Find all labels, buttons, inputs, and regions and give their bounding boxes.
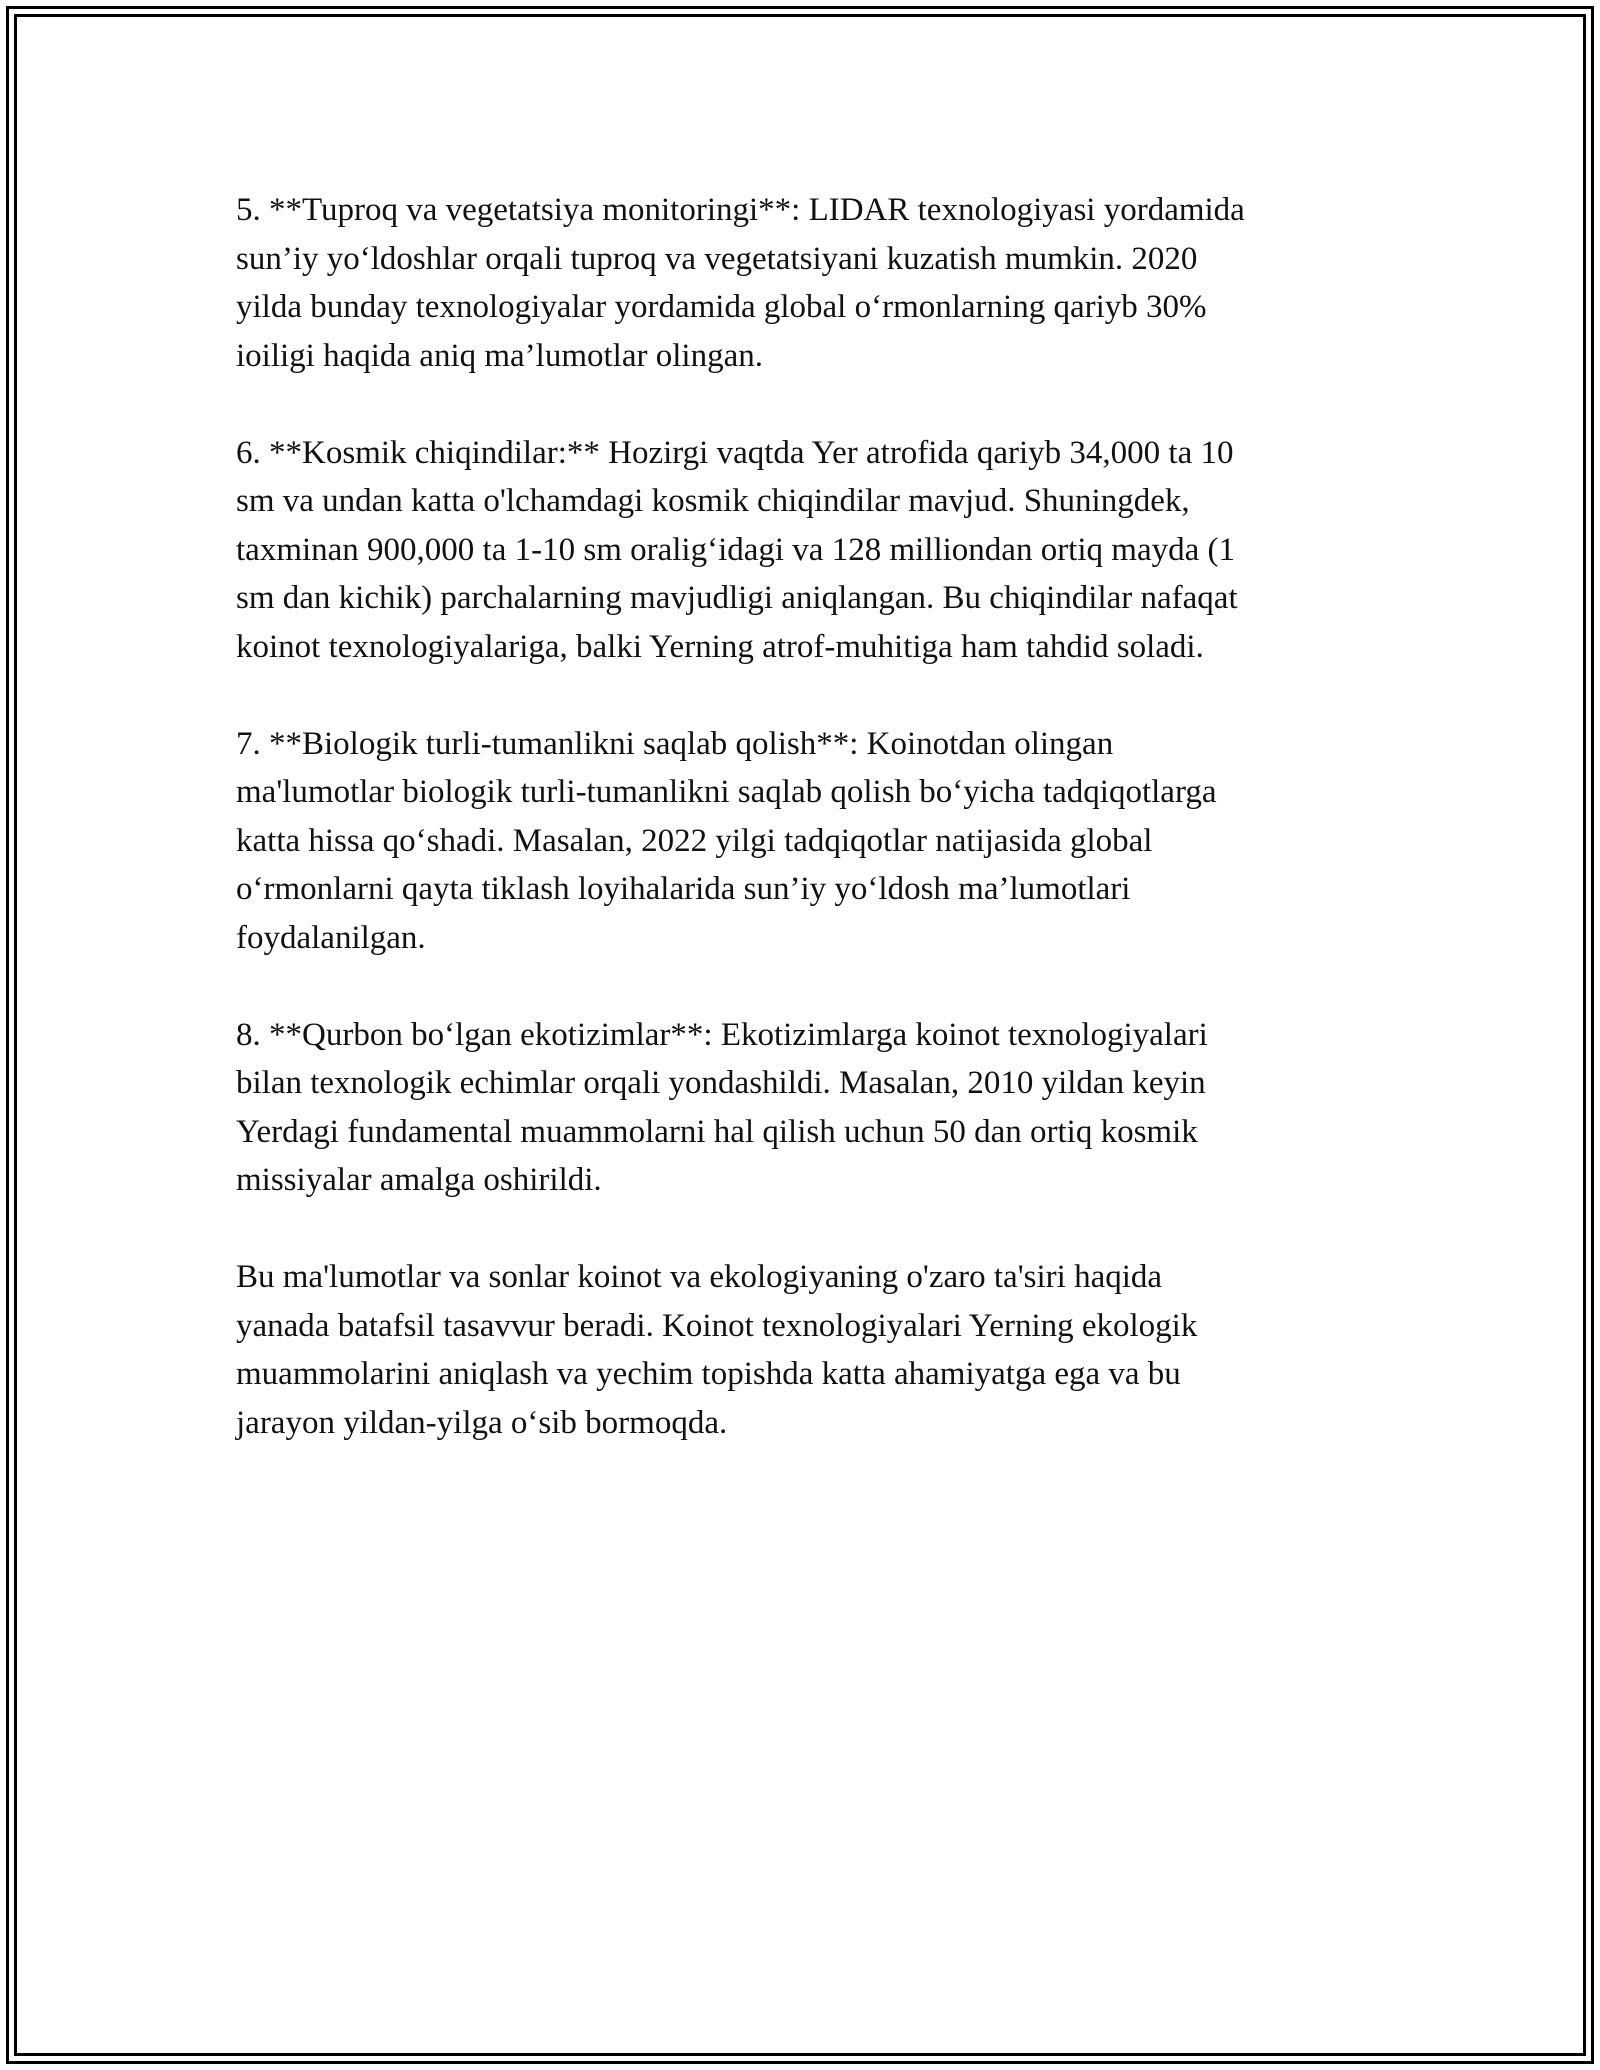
text-line: o‘rmonlarni qayta tiklash loyihalarida sun’iy yo‘ldosh ma’lumotlari xyxy=(236,871,1131,907)
paragraph-soil-vegetation xyxy=(236,186,1376,380)
paragraph-conclusion xyxy=(236,1253,1376,1447)
text-line: 7. **Biologik turli-tumanlikni saqlab qolish**: Koinotdan olingan xyxy=(236,725,1114,762)
text-line: sm va undan katta o'lchamdagi kosmik chiqindilar mavjud. Shuningdek, xyxy=(236,483,1190,519)
paragraph-ecosystems xyxy=(236,1011,1376,1205)
paragraph-space-debris xyxy=(236,429,1376,672)
text-line: bilan texnologik echimlar orqali yondashildi. Masalan, 2010 yildan keyin xyxy=(236,1065,1206,1101)
text-line: yanada batafsil tasavvur beradi. Koinot texnologiyalari Yerning ekologik xyxy=(236,1307,1198,1344)
text-line: 8. **Qurbon bo‘lgan ekotizimlar**: Ekotizimlarga koinot texnologiyalari xyxy=(236,1016,1208,1053)
text-line: foydalanilgan. xyxy=(236,919,426,956)
text-line: muammolarini aniqlash va yechim topishda katta ahamiyatga ega va bu xyxy=(236,1356,1181,1392)
text-line: ma'lumotlar biologik turli-tumanlikni saqlab qolish bo‘yicha tadqiqotlarga xyxy=(236,774,1217,810)
text-line: katta hissa qo‘shadi. Masalan, 2022 yilgi tadqiqotlar natijasida global xyxy=(236,822,1153,859)
document-body xyxy=(236,186,1376,1496)
text-line: ioiligi haqida aniq ma’lumotlar olingan. xyxy=(236,337,763,374)
text-line: 5. **Tuproq va vegetatsiya monitoringi**: LIDAR texnologiyasi yordamida xyxy=(236,192,1245,228)
text-line: missiyalar amalga oshirildi. xyxy=(236,1162,602,1198)
text-line: 6. **Kosmik chiqindilar:** Hozirgi vaqtda Yer atrofida qariyb 34,000 ta 10 xyxy=(236,434,1234,471)
text-line: jarayon yildan-yilga o‘sib bormoqda. xyxy=(236,1404,728,1441)
text-line: Yerdagi fundamental muammolarni hal qilish uchun 50 dan ortiq kosmik xyxy=(236,1113,1198,1150)
text-line: sun’iy yo‘ldoshlar orqali tuproq va vegetatsiyani kuzatish mumkin. 2020 xyxy=(236,240,1198,277)
text-line: sm dan kichik) parchalarning mavjudligi aniqlangan. Bu chiqindilar nafaqat xyxy=(236,580,1238,616)
text-line: taxminan 900,000 ta 1-10 sm oralig‘idagi va 128 milliondan ortiq mayda (1 xyxy=(236,531,1235,568)
paragraph-biodiversity xyxy=(236,720,1376,963)
text-line: koinot texnologiyalariga, balki Yerning atrof-muhitiga ham tahdid soladi. xyxy=(236,628,1204,665)
text-line: Bu ma'lumotlar va sonlar koinot va ekologiyaning o'zaro ta'siri haqida xyxy=(236,1259,1163,1295)
text-line: yilda bunday texnologiyalar yordamida global o‘rmonlarning qariyb 30% xyxy=(236,289,1207,325)
